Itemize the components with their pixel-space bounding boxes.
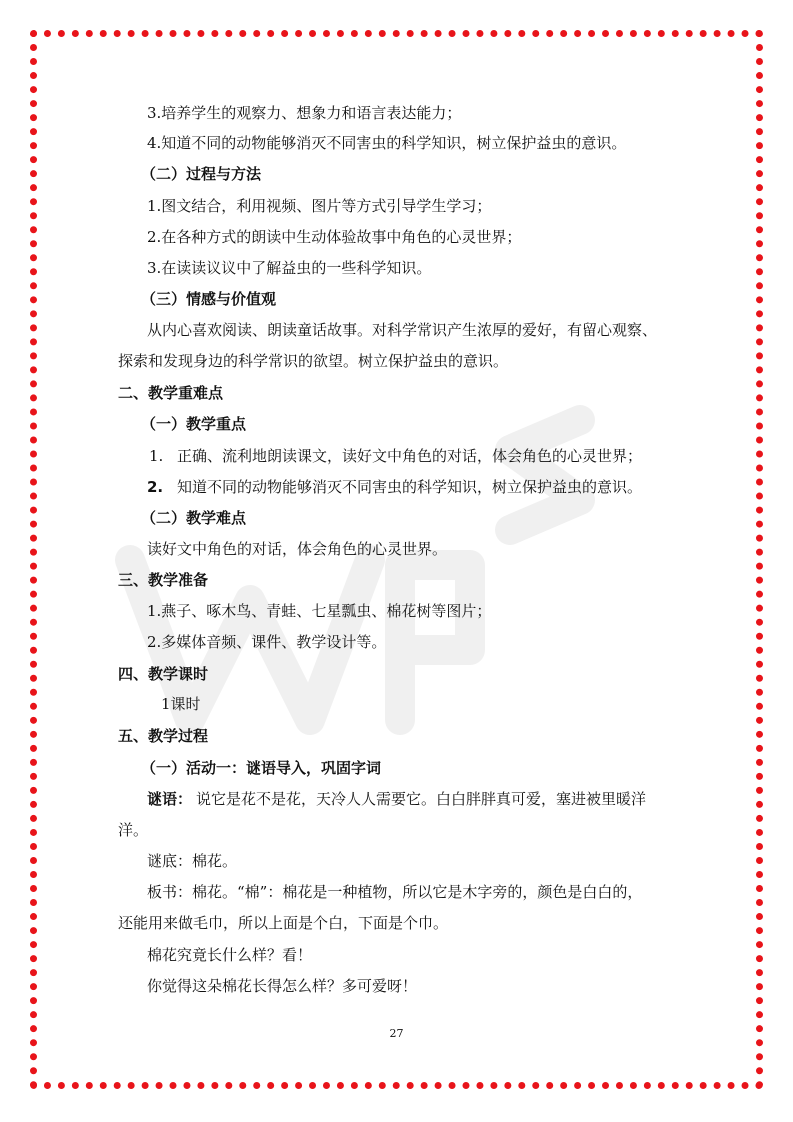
text-line: 3.在读读议议中了解益虫的一些科学知识。 (147, 259, 432, 277)
text-line: 还能用来做毛巾，所以上面是个白，下面是个巾。 (118, 914, 449, 932)
text-line: 1课时 (161, 695, 201, 713)
list-number: 1. (149, 447, 164, 465)
section-heading: （三）情感与价值观 (141, 290, 277, 308)
section-heading: （二）教学难点 (141, 509, 247, 527)
text-line: 3.培养学生的观察力、想象力和语言表达能力； (147, 104, 462, 122)
text-line: 读好文中角色的对话，体会角色的心灵世界。 (147, 540, 448, 558)
text-line: 1.燕子、啄木鸟、青蛙、七星瓢虫、棉花树等图片； (147, 602, 492, 620)
text-line: 4.知道不同的动物能够消灭不同害虫的科学知识，树立保护益虫的意识。 (147, 134, 627, 152)
text-line: 2.多媒体音频、课件、教学设计等。 (147, 633, 387, 651)
list-number: 2. (147, 478, 164, 496)
text-line: 从内心喜欢阅读、朗读童话故事。对科学常识产生浓厚的爱好，有留心观察、 (147, 321, 658, 339)
text-line: 棉花究竟长什么样？看！ (147, 946, 313, 964)
text-line: 知道不同的动物能够消灭不同害虫的科学知识，树立保护益虫的意识。 (177, 478, 643, 496)
text-line: 你觉得这朵棉花长得怎么样？多可爱呀！ (147, 977, 418, 995)
section-heading: （二）过程与方法 (141, 165, 262, 183)
text-line: 谜底：棉花。 (147, 852, 238, 870)
section-heading: （一）教学重点 (141, 415, 247, 433)
chapter-heading: 四、教学课时 (118, 665, 209, 683)
text-line: 说它是花不是花，天冷人人需要它。白白胖胖真可爱，塞进被里暖洋 (196, 790, 647, 808)
text-line: 2.在各种方式的朗读中生动体验故事中角色的心灵世界； (147, 228, 522, 246)
riddle-label: 谜语： (147, 790, 193, 808)
chapter-heading: 三、教学准备 (118, 571, 209, 589)
text-line: 洋。 (118, 821, 149, 839)
text-line: 1.图文结合，利用视频、图片等方式引导学生学习； (147, 197, 492, 215)
text-line: 探索和发现身边的科学常识的欲望。树立保护益虫的意识。 (118, 352, 509, 370)
text-line: 正确、流利地朗读课文，读好文中角色的对话，体会角色的心灵世界； (177, 447, 643, 465)
page-number: 27 (389, 1027, 404, 1040)
chapter-heading: 二、教学重难点 (118, 384, 224, 402)
section-heading: （一）活动一：谜语导入，巩固字词 (141, 759, 382, 777)
text-line: 板书：棉花。“棉”：棉花是一种植物，所以它是木字旁的，颜色是白白的， (147, 883, 643, 901)
chapter-heading: 五、教学过程 (118, 727, 209, 745)
